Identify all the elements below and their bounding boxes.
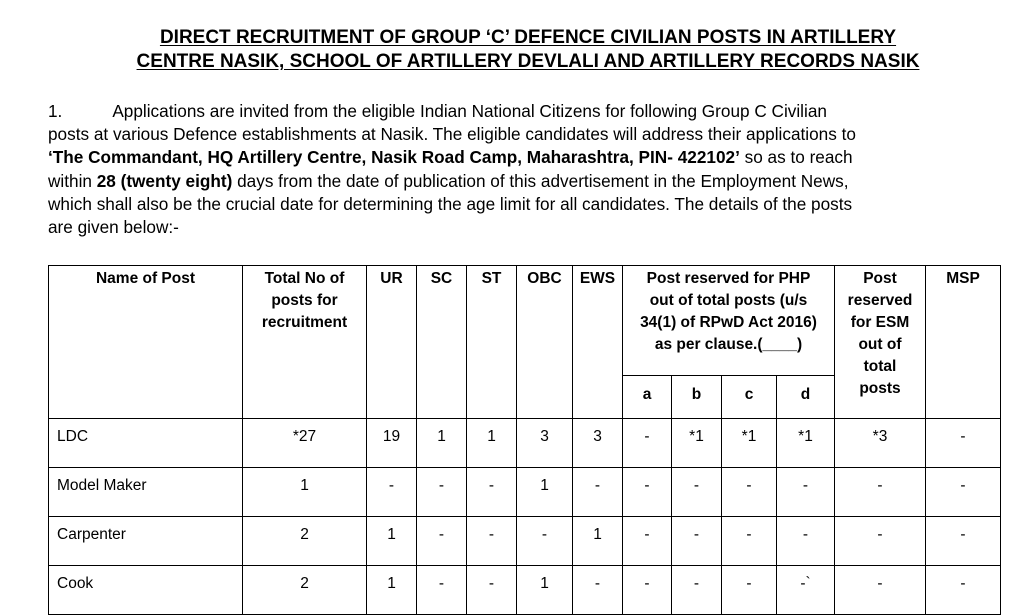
post-php-c: - xyxy=(722,517,777,566)
post-st: - xyxy=(467,566,517,615)
paragraph-number: 1. Applications are invited from the eligible Indian National Citizens for following Group C Civilian xyxy=(48,101,827,121)
post-php-b: - xyxy=(672,566,722,615)
post-sc: 1 xyxy=(417,419,467,468)
post-total: 1 xyxy=(243,468,367,517)
post-esm: *3 xyxy=(835,419,926,468)
header-sc: SC xyxy=(417,266,467,419)
header-ews: EWS xyxy=(573,266,623,419)
post-st: - xyxy=(467,517,517,566)
post-total: 2 xyxy=(243,517,367,566)
post-total: *27 xyxy=(243,419,367,468)
header-st: ST xyxy=(467,266,517,419)
paragraph-line-4: within 28 (twenty eight) days from the date of publication of this advertisement in the Employment News, xyxy=(48,170,849,191)
header-php-b: b xyxy=(672,376,722,419)
post-ur: - xyxy=(367,468,417,517)
post-esm: - xyxy=(835,517,926,566)
post-name: Carpenter xyxy=(49,517,243,566)
post-sc: - xyxy=(417,566,467,615)
heading-line-2: CENTRE NASIK, SCHOOL OF ARTILLERY DEVLALI AND ARTILLERY RECORDS NASIK xyxy=(136,51,920,72)
post-php-c: - xyxy=(722,566,777,615)
header-name-of-post: Name of Post xyxy=(49,266,243,419)
post-php-b: *1 xyxy=(672,419,722,468)
header-php: Post reserved for PHP out of total posts (u/s 34(1) of RPwD Act 2016) as per clause.(____) xyxy=(623,266,835,376)
post-obc: 1 xyxy=(517,566,573,615)
header-php-a: a xyxy=(623,376,672,419)
header-php-c: c xyxy=(722,376,777,419)
post-ews: - xyxy=(573,566,623,615)
paragraph-line-6: are given below:- xyxy=(48,217,179,238)
post-php-d: -` xyxy=(777,566,835,615)
post-php-a: - xyxy=(623,468,672,517)
post-obc: 1 xyxy=(517,468,573,517)
post-php-d: - xyxy=(777,468,835,517)
table-row xyxy=(49,566,1001,615)
post-php-d: - xyxy=(777,517,835,566)
post-ur: 19 xyxy=(367,419,417,468)
post-ews: 3 xyxy=(573,419,623,468)
header-obc: OBC xyxy=(517,266,573,419)
header-esm: Post reserved for ESM out of total posts xyxy=(835,266,926,419)
paragraph-line-5: which shall also be the crucial date for determining the age limit for all candidates. The details of the posts xyxy=(48,193,853,214)
post-msp: - xyxy=(926,517,1001,566)
post-esm: - xyxy=(835,566,926,615)
header-total-posts: Total No of posts for recruitment xyxy=(243,266,367,419)
post-php-a: - xyxy=(623,566,672,615)
post-name: Model Maker xyxy=(49,468,243,517)
post-php-c: - xyxy=(722,468,777,517)
post-esm: - xyxy=(835,468,926,517)
post-sc: - xyxy=(417,517,467,566)
post-name: LDC xyxy=(49,419,243,468)
post-ur: 1 xyxy=(367,566,417,615)
post-ur: 1 xyxy=(367,517,417,566)
header-php-d: d xyxy=(777,376,835,419)
post-obc: - xyxy=(517,517,573,566)
post-st: 1 xyxy=(467,419,517,468)
post-ews: - xyxy=(573,468,623,517)
post-sc: - xyxy=(417,468,467,517)
post-ews: 1 xyxy=(573,517,623,566)
post-obc: 3 xyxy=(517,419,573,468)
post-total: 2 xyxy=(243,566,367,615)
paragraph-line-3: ‘The Commandant, HQ Artillery Centre, Nasik Road Camp, Maharashtra, PIN- 422102’ so as to reach xyxy=(48,147,853,168)
table-row xyxy=(49,419,1001,468)
post-msp: - xyxy=(926,419,1001,468)
post-php-a: - xyxy=(623,517,672,566)
posts-table xyxy=(48,265,1001,615)
post-php-b: - xyxy=(672,468,722,517)
intro-paragraph xyxy=(48,100,1006,239)
post-php-d: *1 xyxy=(777,419,835,468)
post-php-c: *1 xyxy=(722,419,777,468)
heading-line-1: DIRECT RECRUITMENT OF GROUP ‘C’ DEFENCE CIVILIAN POSTS IN ARTILLERY xyxy=(159,27,897,48)
post-msp: - xyxy=(926,468,1001,517)
post-php-b: - xyxy=(672,517,722,566)
post-name: Cook xyxy=(49,566,243,615)
post-php-a: - xyxy=(623,419,672,468)
paragraph-line-2: posts at various Defence establishments at Nasik. The eligible candidates will address their applications to xyxy=(48,124,856,145)
table-row xyxy=(49,468,1001,517)
header-msp: MSP xyxy=(926,266,1001,419)
header-ur: UR xyxy=(367,266,417,419)
table-row xyxy=(49,517,1001,566)
post-msp: - xyxy=(926,566,1001,615)
post-st: - xyxy=(467,468,517,517)
table-header-row xyxy=(49,266,1001,376)
